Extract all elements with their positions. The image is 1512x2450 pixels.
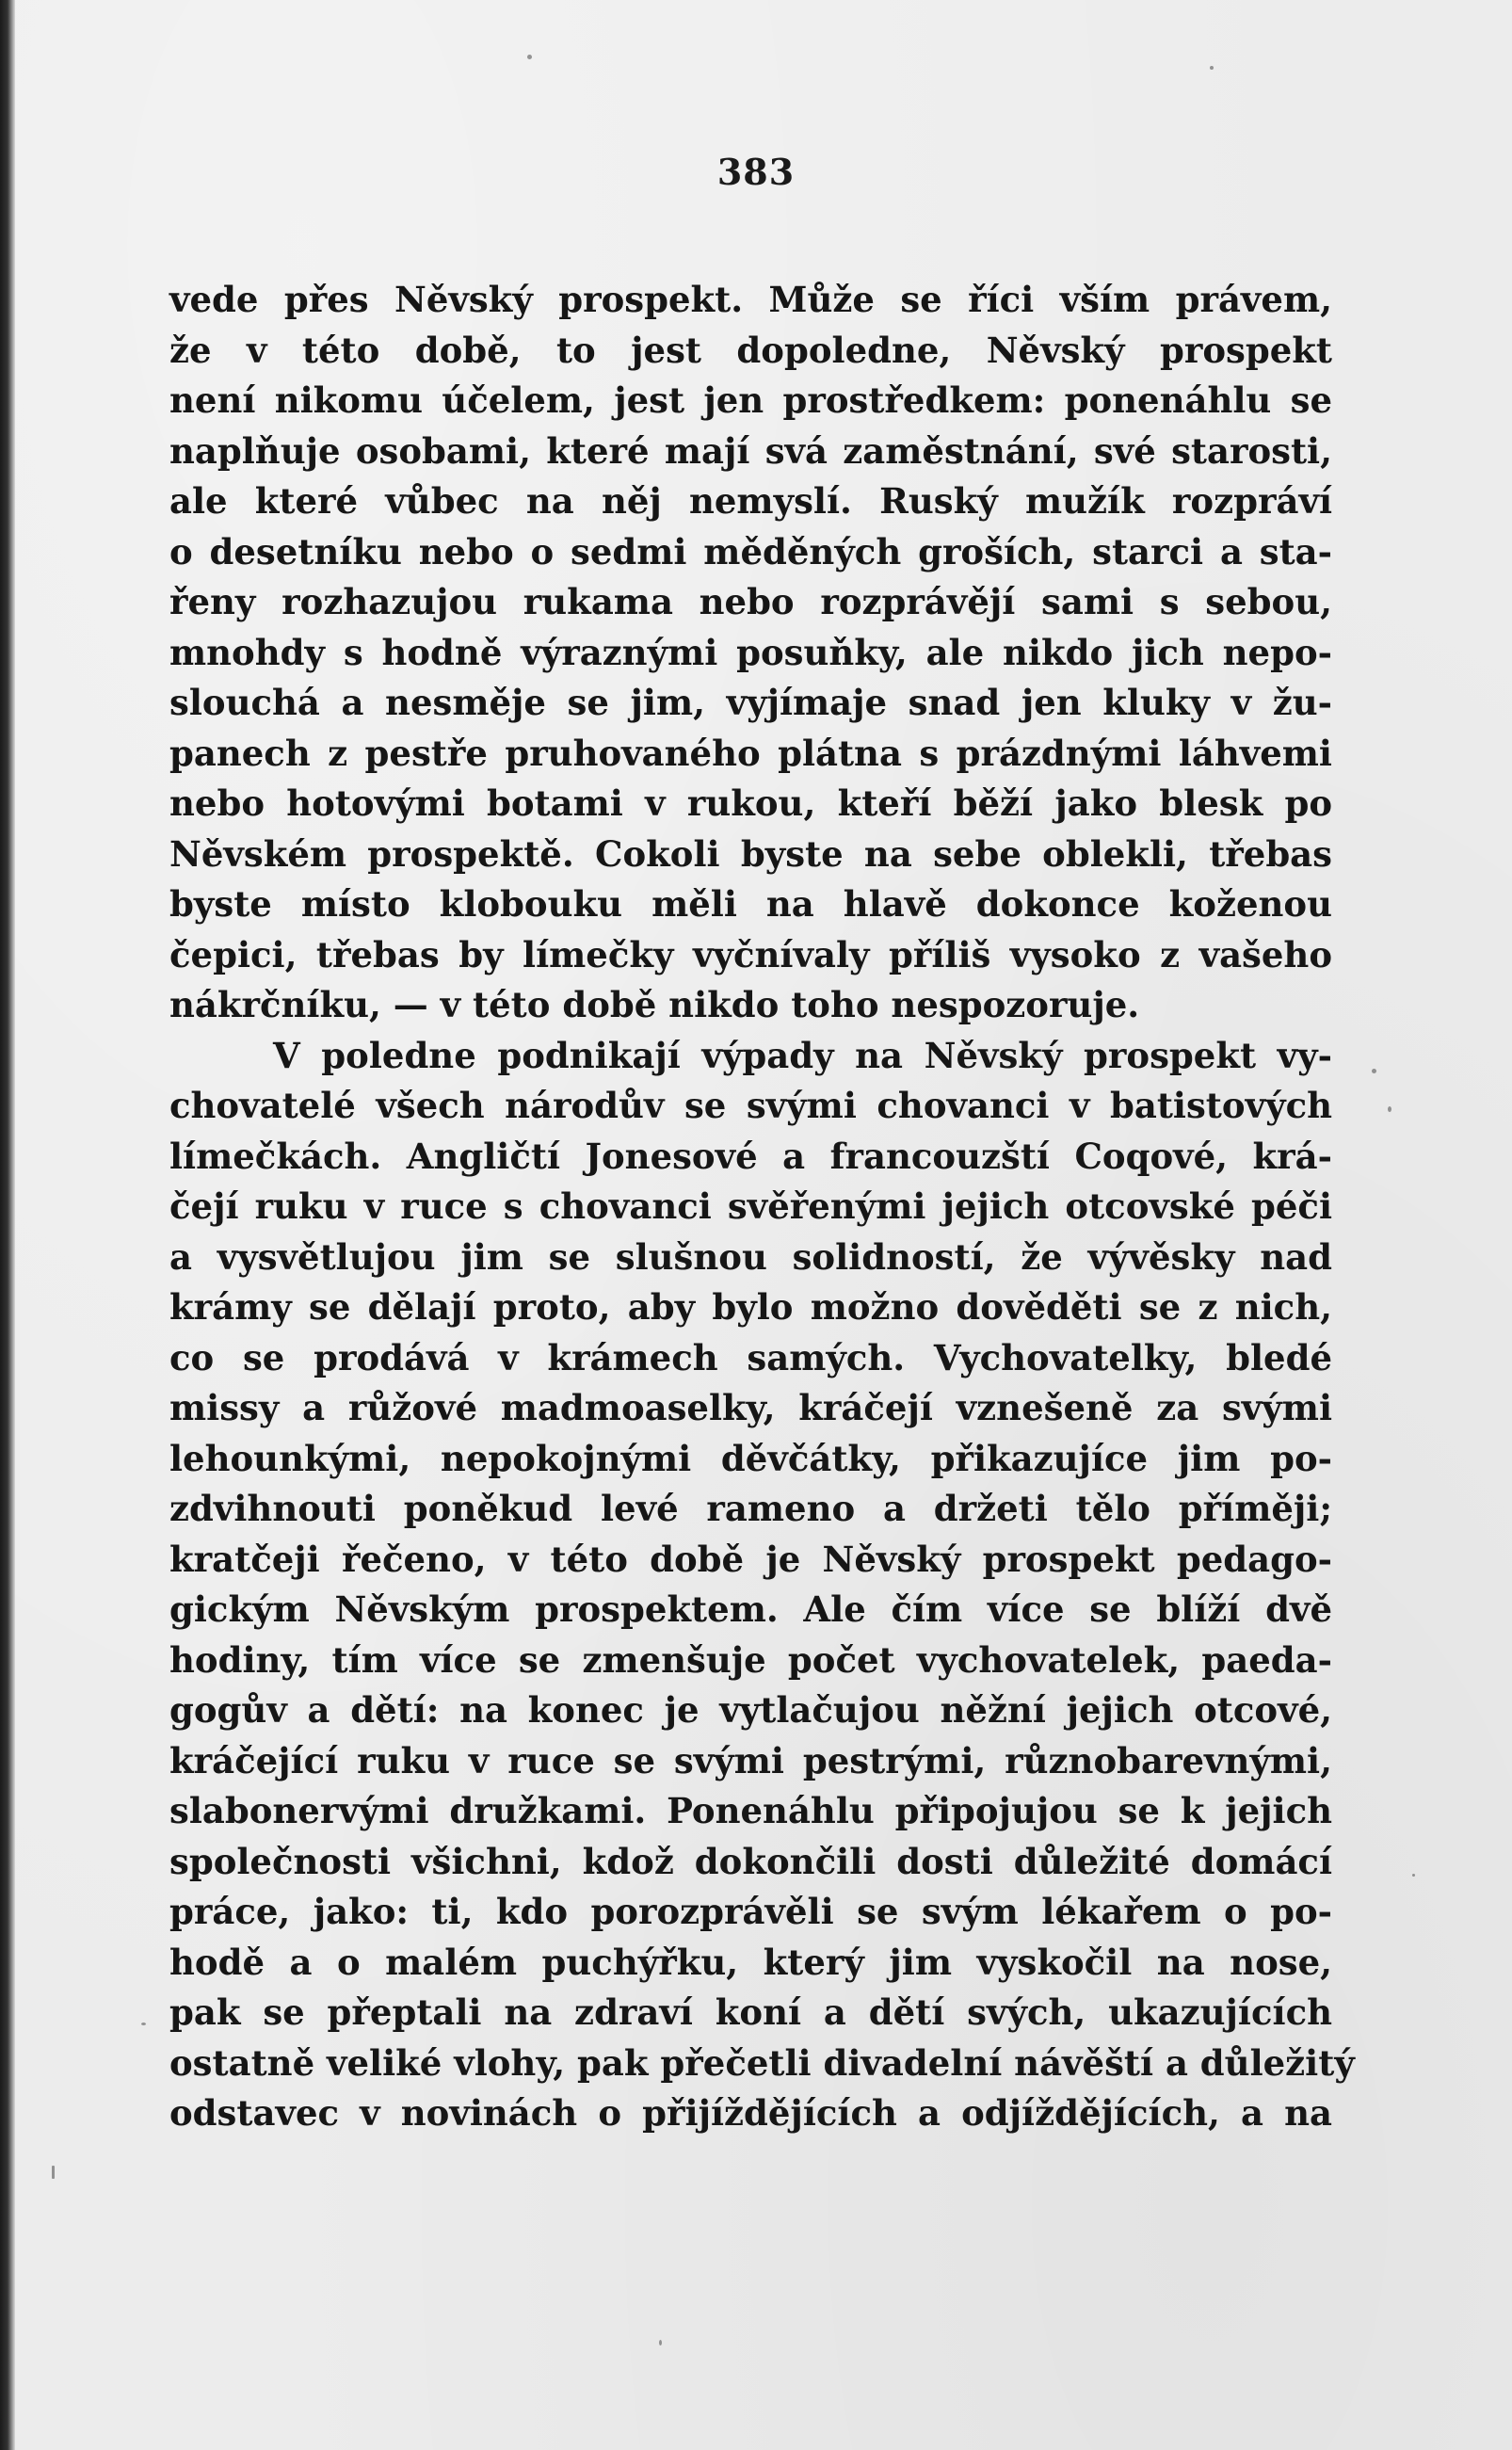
- paper-speck: [1388, 1106, 1391, 1112]
- text-line: co se prodává v krámech samých. Vychovatelky, bledé: [169, 1336, 1332, 1378]
- text-line: mnohdy s hodně výraznými posuňky, ale nikdo jich nepo-: [169, 631, 1332, 673]
- text-line: řeny rozhazujou rukama nebo rozprávějí sami s sebou,: [169, 581, 1332, 622]
- text-line: a vysvětlujou jim se slušnou solidností, že vývěsky nad: [169, 1235, 1332, 1278]
- text-line: práce, jako: ti, kdo porozprávěli se svým lékařem o po-: [169, 1891, 1332, 1932]
- page-number: 383: [716, 151, 796, 193]
- text-line: lehounkými, nepokojnými děvčátky, přikazujíce jim po-: [169, 1437, 1332, 1479]
- text-line: slabonervými družkami. Ponenáhlu připojujou se k jejich: [169, 1790, 1332, 1831]
- text-line: kráčející ruku v ruce se svými pestrými, různobarevnými,: [169, 1739, 1332, 1781]
- paper-speck: [141, 2023, 146, 2025]
- paper-speck: [1372, 1069, 1376, 1073]
- text-line: nebo hotovými botami v rukou, kteří běží jako blesk po: [169, 782, 1332, 824]
- text-line: odstavec v novinách o přijíždějících a odjíždějících, a na: [169, 2092, 1332, 2134]
- paper-speck: [1210, 66, 1214, 70]
- text-line: Něvském prospektě. Cokoli byste na sebe oblekli, třebas: [169, 832, 1332, 875]
- paper-speck: [52, 2166, 55, 2179]
- text-line: že v této době, to jest dopoledne, Něvský prospekt: [169, 329, 1332, 371]
- text-line: V poledne podnikají výpady na Něvský prospekt vy-: [273, 1034, 1332, 1076]
- paper-speck: [659, 2340, 662, 2345]
- text-line: chovatelé všech národův se svými chovanci v batistových: [169, 1085, 1332, 1126]
- body-text: [169, 275, 1355, 2139]
- text-line: společnosti všichni, kdož dokončili dosti důležité domácí: [169, 1840, 1332, 1882]
- text-line: zdvihnouti poněkud levé rameno a držeti tělo příměji;: [169, 1488, 1332, 1529]
- text-line: slouchá a nesměje se jim, vyjímaje snad jen kluky v žu-: [169, 682, 1332, 723]
- text-line: kratčeji řečeno, v této době je Něvský prospekt pedago-: [169, 1538, 1332, 1580]
- paper-speck: [1412, 1874, 1415, 1877]
- text-line: pak se přeptali na zdraví koní a dětí svých, ukazujících: [169, 1991, 1332, 2033]
- text-line: hodě a o malém puchýřku, který jim vyskočil na nose,: [169, 1941, 1332, 1983]
- text-line: hodiny, tím více se zmenšuje počet vychovatelek, paeda-: [169, 1638, 1332, 1681]
- paper-speck: [527, 55, 532, 59]
- text-line: čejí ruku v ruce s chovanci svěřenými jejich otcovské péči: [169, 1185, 1332, 1227]
- text-line: nákrčníku, — v této době nikdo toho nespozoruje.: [169, 984, 1140, 1025]
- text-line: vede přes Něvský prospekt. Může se říci vším právem,: [169, 279, 1332, 320]
- text-line: krámy se dělají proto, aby bylo možno dověděti se z nich,: [169, 1286, 1332, 1328]
- text-line: čepici, třebas by límečky vyčnívaly příliš vysoko z vašeho: [169, 933, 1332, 975]
- text-line: byste místo klobouku měli na hlavě dokonce koženou: [169, 883, 1332, 925]
- text-line: ostatně veliké vlohy, pak přečetli divadelní návěští a důležitý: [169, 2041, 1355, 2084]
- text-line: missy a růžové madmoaselky, kráčejí vznešeně za svými: [169, 1387, 1332, 1428]
- page-binding-edge: [0, 0, 15, 2450]
- text-line: límečkách. Angličtí Jonesové a francouzští Coqové, krá-: [169, 1135, 1332, 1177]
- text-line: není nikomu účelem, jest jen prostředkem: ponenáhlu se: [169, 379, 1332, 421]
- text-line: o desetníku nebo o sedmi měděných groších, starci a sta-: [169, 530, 1332, 572]
- text-line: panech z pestře pruhovaného plátna s prázdnými láhvemi: [169, 732, 1332, 774]
- text-line: gogův a dětí: na konec je vytlačujou něžní jejich otcové,: [169, 1689, 1332, 1731]
- text-line: gickým Něvským prospektem. Ale čím více se blíží dvě: [169, 1588, 1332, 1630]
- text-line: ale které vůbec na něj nemyslí. Ruský mužík rozpráví: [169, 480, 1332, 522]
- text-line: naplňuje osobami, které mají svá zaměstnání, své starosti,: [169, 429, 1332, 472]
